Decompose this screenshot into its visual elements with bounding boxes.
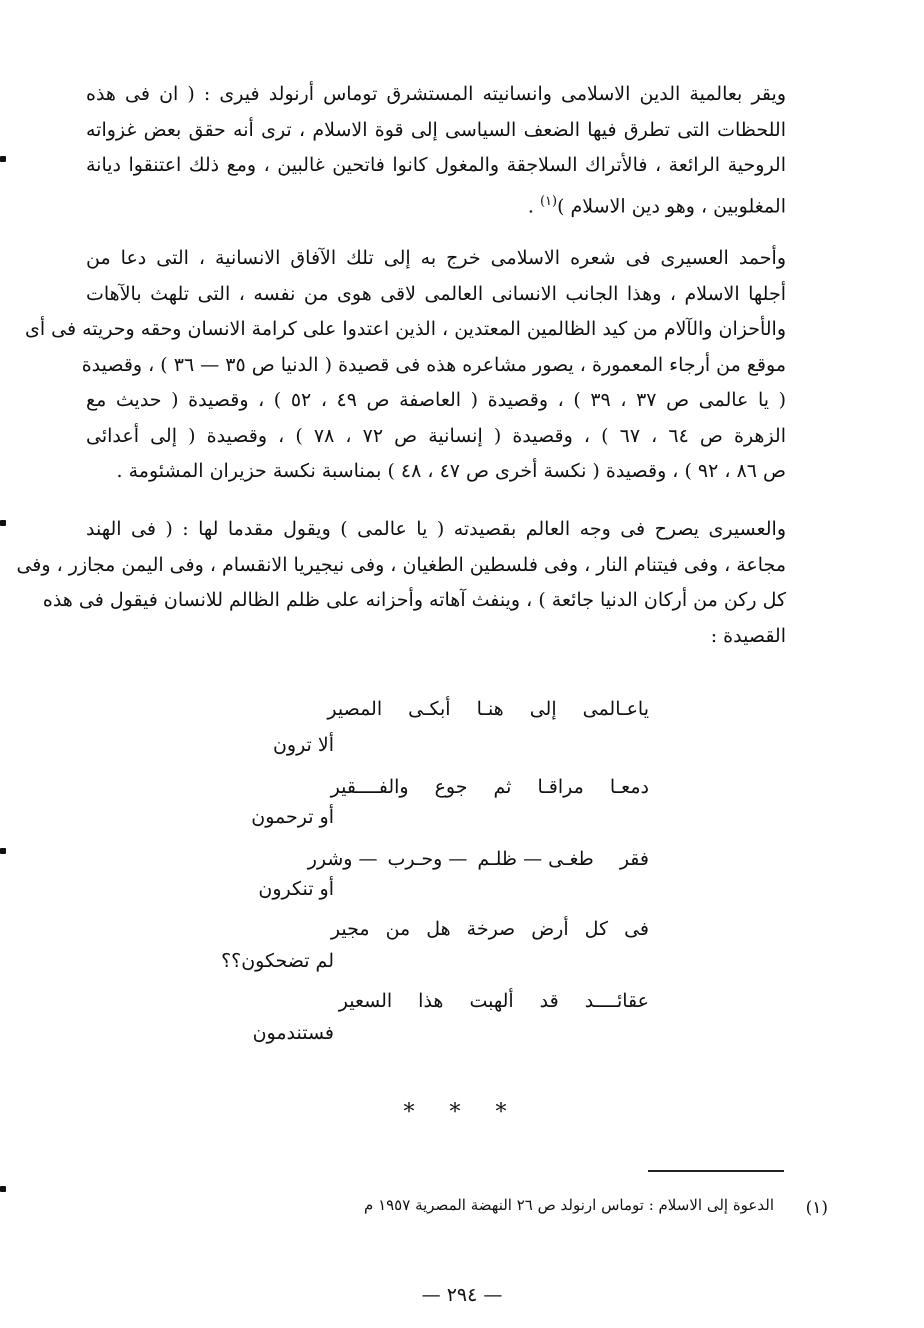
- verse-word: ياعـالمى: [582, 698, 649, 720]
- paragraph-line: موقع من أرجاء المعمورة ، يصور مشاعره هذه فى قصيدة ( الدنيا ص ٣٥ — ٣٦ ) ، وقصيدة: [81, 353, 786, 376]
- verse-word: هنـا: [476, 698, 504, 720]
- verse-word: ثم: [493, 776, 512, 798]
- paragraph-line: كل ركن من أركان الدنيا جائعة ) ، وينفث آهاته وأحزانه على ظلم الظالم للانسان فيقول فى هذه: [42, 589, 786, 611]
- paragraph-line: اللحظات التى تطرق فيها الضعف السياسى إلى قوة الاسلام ، ترى أنه حقق بعض غزواته: [86, 118, 786, 141]
- verse-word: عقائــــد: [584, 990, 649, 1012]
- scan-margin-mark: [0, 520, 6, 526]
- poem-verse-2: [309, 776, 649, 798]
- poem-verse-1: [309, 698, 649, 720]
- verse-word: هل: [426, 918, 451, 940]
- verse-word: ألهبت: [469, 990, 514, 1012]
- paragraph-line: القصيدة :: [710, 624, 786, 647]
- paragraph-line: الزهرة ص ٦٤ ، ٦٧ ) ، وقصيدة ( إنسانية ص ٧٢ ، ٧٨ ) ، وقصيدة ( إلى أعدائى: [86, 424, 786, 447]
- verse-word: طغـى — ظلـم: [477, 848, 594, 870]
- paragraph-line: مجاعة ، وفى فيتنام النار ، وفى فلسطين الطغيان ، وفى نيجيريا الانقسام ، وفى اليمن مجازر ، وفى: [16, 553, 786, 576]
- footnote-text: الدعوة إلى الاسلام : توماس ارنولد ص ٢٦ النهضة المصرية ١٩٥٧ م: [364, 1196, 774, 1214]
- paragraph-line: والأحزان والآلام من كيد الظالمين المعتدين ، الذين اعتدوا على كرامة الانسان وحقه وحريته فى أى: [24, 318, 786, 340]
- verse-word: جوع: [434, 776, 468, 798]
- paragraph-line: ويقر بعالمية الدين الاسلامى وانسانيته المستشرق توماس أرنولد فيرى : ( ان فى هذه: [86, 83, 786, 105]
- verse-word: دمعـا: [609, 776, 649, 798]
- poem-refrain-5: فستندمون: [252, 1022, 334, 1044]
- line-text: المغلوبين ، وهو دين الاسلام ): [557, 194, 786, 217]
- poem-verse-3: [309, 848, 649, 870]
- verse-word: فقر: [619, 848, 649, 870]
- paragraph-line: ( يا عالمى ص ٣٧ ، ٣٩ ) ، وقصيدة ( العاصفة ص ٤٩ ، ٥٢ ) ، وقصيدة ( حديث مع: [86, 389, 787, 411]
- verse-word: المصير: [327, 698, 383, 720]
- verse-word: هذا: [418, 990, 444, 1012]
- verse-word: كل: [584, 918, 609, 940]
- line-end: .: [527, 194, 540, 217]
- paragraph-line: ص ٨٦ ، ٩٢ ) ، وقصيدة ( نكسة أخرى ص ٤٧ ، ٤٨ ) بمناسبة نكسة حزيران المشئومة .: [116, 460, 786, 482]
- verse-word: السعير: [338, 990, 393, 1012]
- section-separator: * * *: [403, 1100, 521, 1125]
- paragraph-line: وأحمد العسيرى فى شعره الاسلامى خرج به إلى تلك الآفاق الانسانية ، التى دعا من: [86, 247, 786, 269]
- scan-margin-mark: [0, 848, 6, 854]
- verse-word: — وحـرب: [387, 848, 468, 870]
- verse-word: فى: [624, 918, 649, 940]
- verse-word: صرخة: [466, 918, 516, 940]
- verse-word: أبكـى: [408, 698, 451, 720]
- page-number: — ٢٩٤ —: [421, 1284, 503, 1306]
- scan-margin-mark: [0, 1186, 6, 1192]
- paragraph-line: أجلها الاسلام ، وهذا الجانب الانسانى العالمى لاقى هوى من نفسه ، التى تلهث بالآهات: [86, 282, 786, 305]
- footnote-rule: [648, 1170, 784, 1172]
- poem-refrain-2: أو ترحمون: [251, 806, 334, 828]
- poem-refrain-1: ألا ترون: [272, 734, 334, 756]
- footnote-reference: (١): [539, 193, 558, 209]
- verse-word: والفــــقير: [330, 776, 409, 798]
- verse-word: إلى: [529, 698, 557, 720]
- paragraph-line: والعسيرى يصرح فى وجه العالم بقصيدته ( يا عالمى ) ويقول مقدما لها : ( فى الهند: [86, 518, 786, 540]
- poem-verse-5: [309, 990, 649, 1012]
- verse-word: قد: [539, 990, 559, 1012]
- verse-word: مراقـا: [537, 776, 584, 798]
- verse-word: مجير: [330, 918, 370, 940]
- scan-margin-mark: [0, 156, 6, 162]
- footnote-marker: (١): [805, 1198, 828, 1218]
- poem-refrain-4: لم تضحكون؟؟: [221, 950, 334, 972]
- poem-refrain-3: أو تنكرون: [258, 878, 334, 900]
- verse-word: من: [385, 918, 411, 940]
- verse-word: أرض: [531, 918, 569, 940]
- poem-verse-4: [309, 918, 649, 940]
- paragraph-line: الروحية الرائعة ، فالأتراك السلاجقة والمغول كانوا فاتحين غالبين ، ومع ذلك اعتنقوا ديانة: [86, 154, 786, 176]
- verse-word: — وشرر: [307, 848, 378, 870]
